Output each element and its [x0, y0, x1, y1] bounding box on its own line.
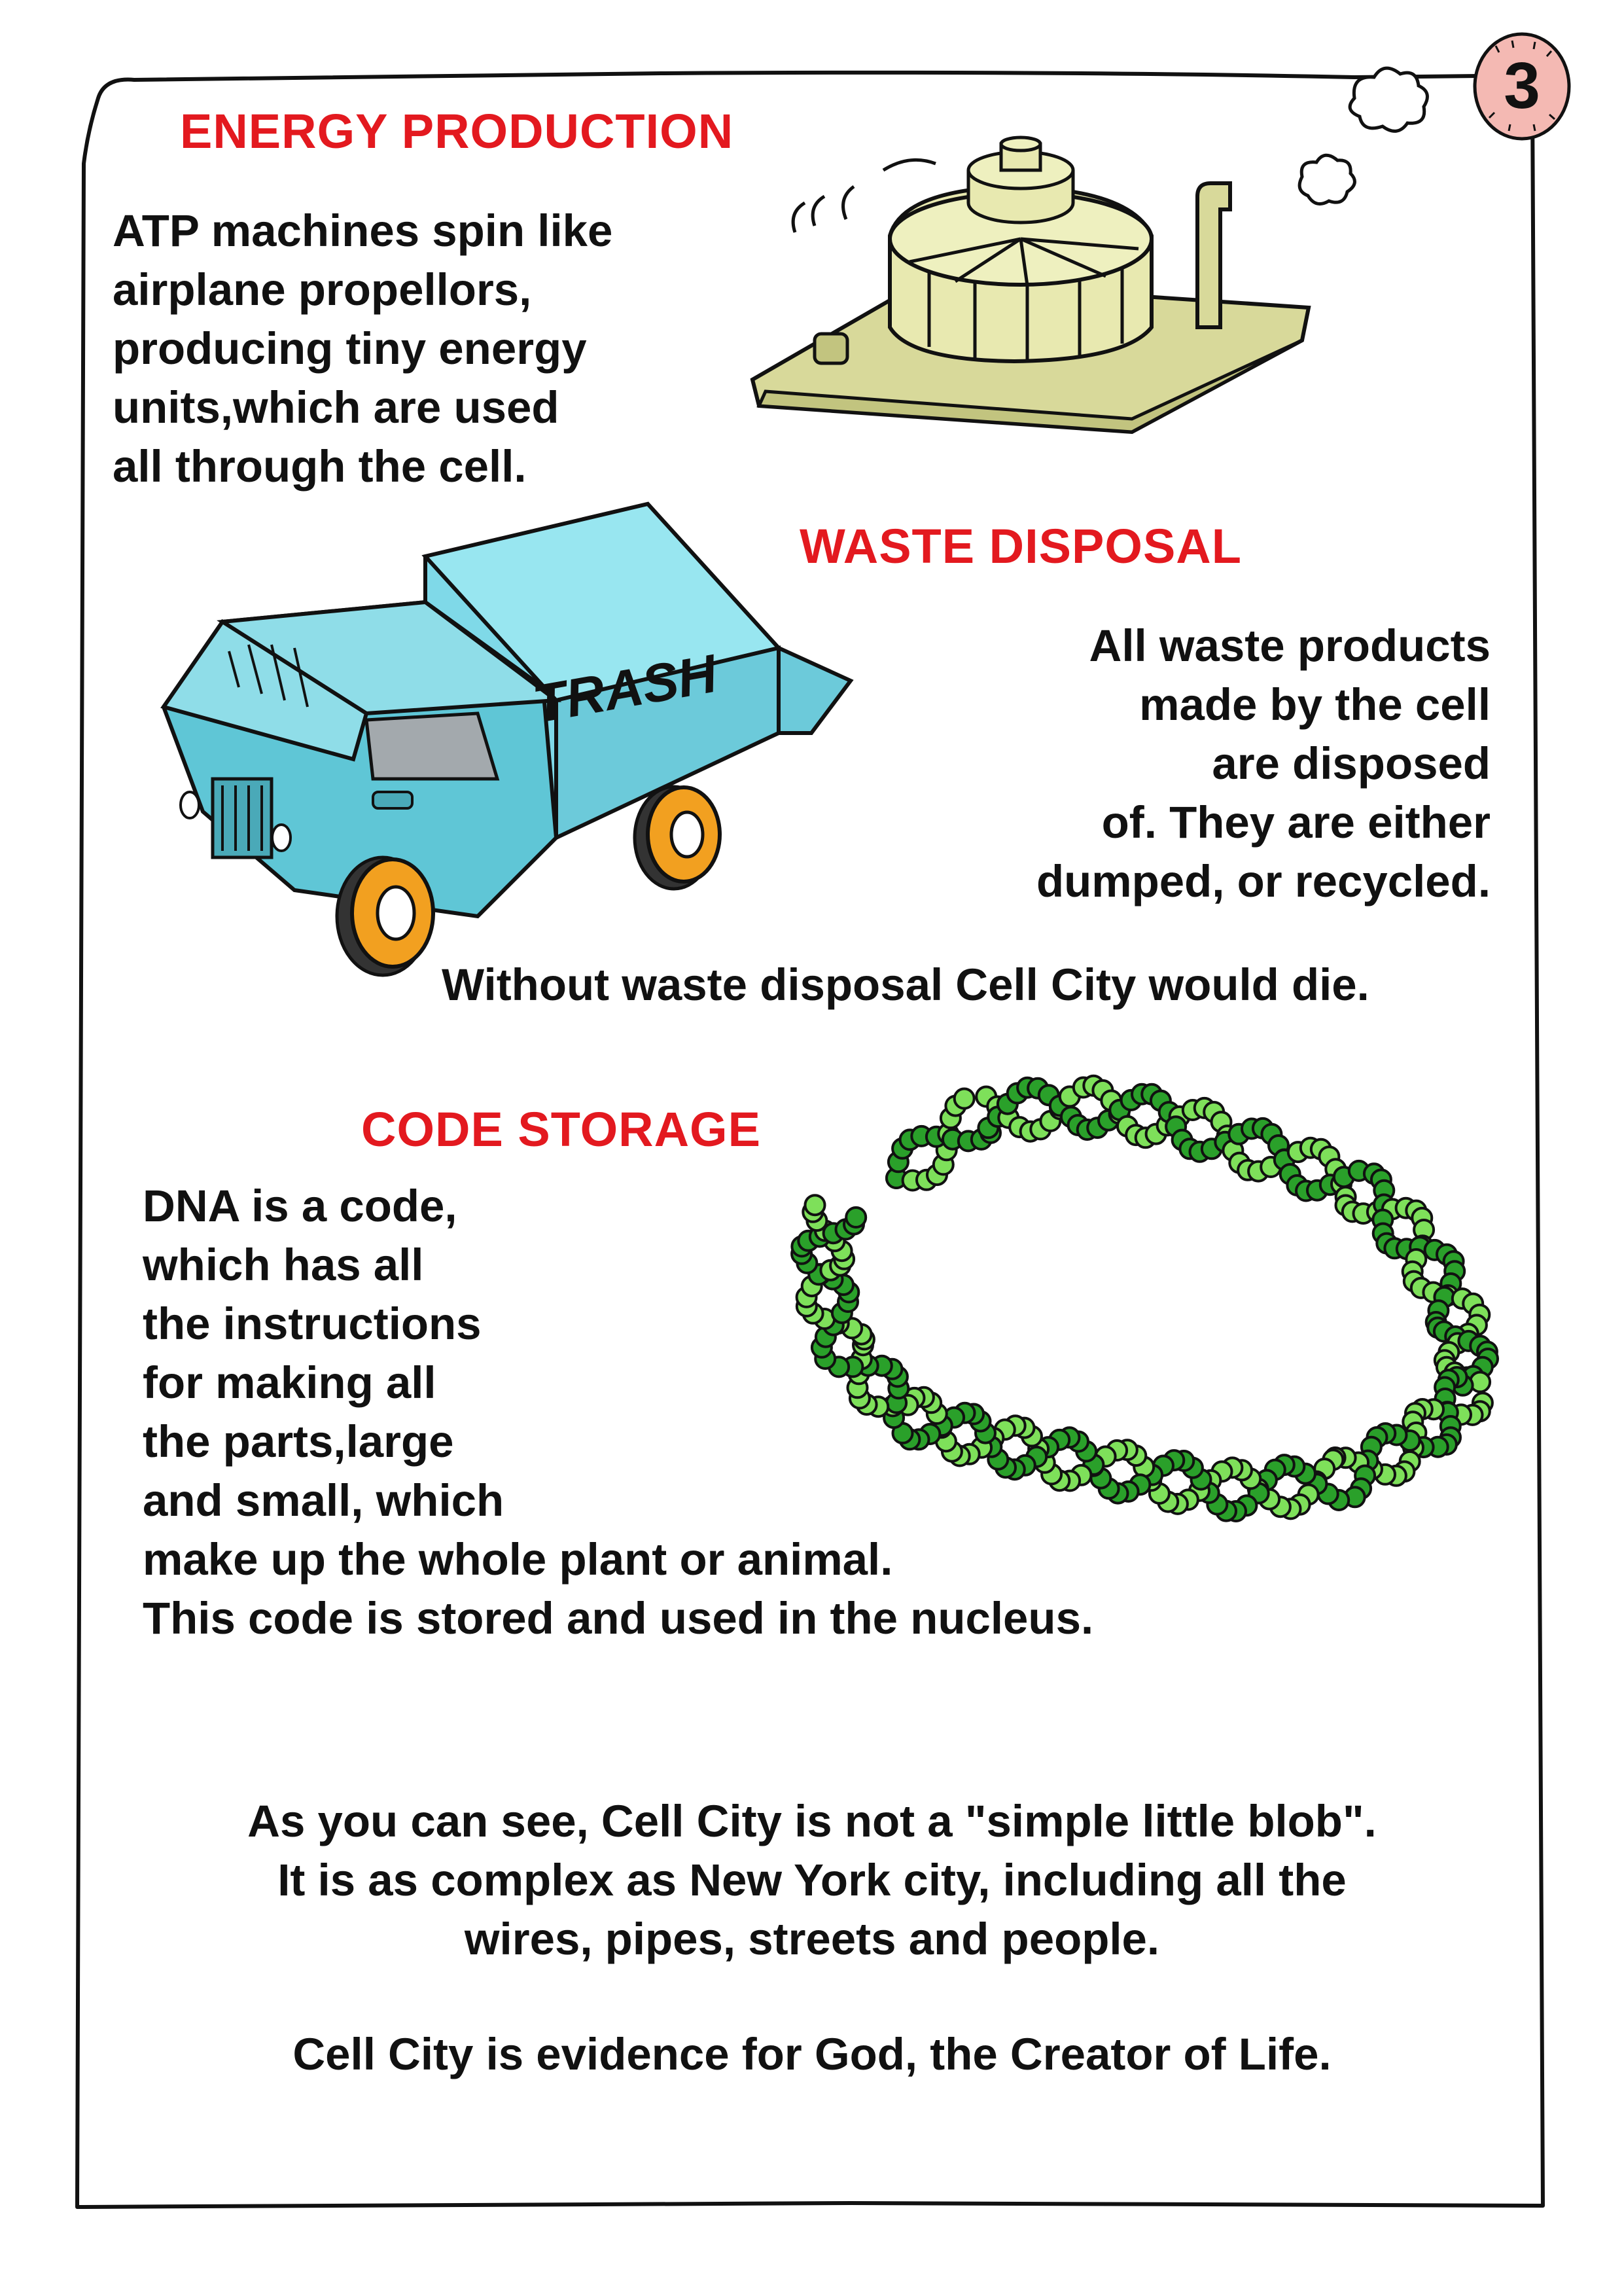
waste-text [1036, 617, 1491, 911]
code-line: the instructions [143, 1299, 482, 1349]
dna-bead [955, 1089, 974, 1109]
code-line: the parts,large [143, 1416, 454, 1467]
trash-truck-illustration [150, 497, 883, 982]
waste-line: All waste products [1089, 620, 1491, 671]
conclusion-text: Cell City is evidence for God, the Creator of Life. [292, 2029, 1332, 2079]
waste-line: made by the cell [1139, 679, 1491, 730]
energy-line: ATP machines spin like [113, 206, 613, 256]
energy-heading: ENERGY PRODUCTION [180, 104, 734, 158]
summary-line: It is as complex as New York city, including all the [277, 1855, 1347, 1905]
summary-text [0, 1792, 1624, 1969]
code-heading: CODE STORAGE [361, 1102, 761, 1157]
dna-bead [805, 1195, 825, 1215]
dna-strand-illustration [766, 1073, 1505, 1532]
summary-line: wires, pipes, streets and people. [464, 1914, 1160, 1964]
atp-machine-illustration [739, 131, 1328, 445]
energy-line: airplane propellors, [113, 264, 532, 315]
code-line: make up the whole plant or animal. [143, 1534, 893, 1585]
code-line: This code is stored and used in the nucleus. [143, 1593, 1094, 1643]
energy-line: producing tiny energy [113, 323, 587, 374]
code-line: for making all [143, 1357, 436, 1408]
truck-label: TRASH [529, 643, 722, 735]
energy-text [113, 202, 612, 496]
code-line: which has all [143, 1240, 424, 1290]
summary-line: As you can see, Cell City is not a "simple little blob". [247, 1796, 1377, 1846]
page-number-badge [1463, 26, 1581, 144]
energy-line: all through the cell. [113, 441, 527, 492]
waste-line: dumped, or recycled. [1036, 856, 1491, 906]
waste-heading: WASTE DISPOSAL [800, 519, 1242, 573]
code-line: DNA is a code, [143, 1181, 457, 1231]
waste-conclusion: Without waste disposal Cell City would die. [442, 960, 1369, 1010]
code-line: and small, which [143, 1475, 504, 1526]
dna-bead [846, 1208, 866, 1227]
waste-line: are disposed [1212, 738, 1491, 789]
page-number: 3 [1504, 49, 1540, 122]
energy-line: units,which are used [113, 382, 559, 433]
waste-line: of. They are either [1101, 797, 1491, 848]
